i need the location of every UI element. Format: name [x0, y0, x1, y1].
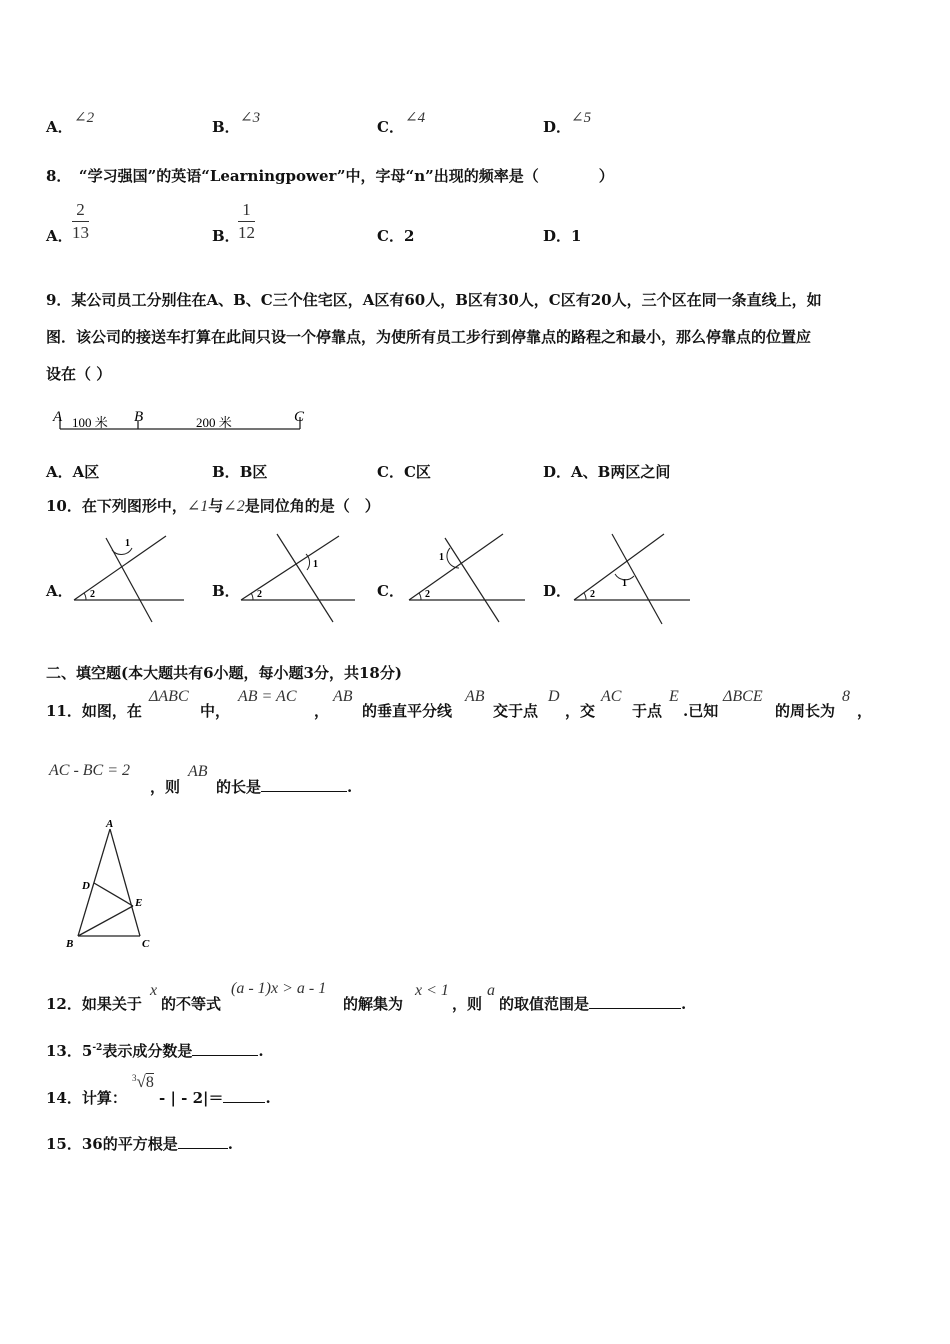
q12-m3: x < 1	[415, 982, 449, 999]
q9-figure-point-a: A	[53, 409, 63, 425]
q12-t1: 12．如果关于	[46, 995, 142, 1013]
q11-t7: 于点	[632, 702, 663, 720]
q8-option-b-fraction	[238, 199, 255, 244]
q14-t2: - | - 2|＝	[159, 1089, 224, 1107]
q13-t3: .	[258, 1042, 264, 1060]
q8-option-a-label: A．	[46, 227, 73, 245]
q15-line	[46, 1133, 233, 1154]
q7-option-d-value: ∠5	[571, 110, 592, 126]
q10-b-arc2	[251, 593, 253, 600]
q9-stem-line1: 9．某公司员工分别住在A、B、C三个住宅区，A区有60人，B区有30人，C区有20人，三个区在同一条直线上，如	[46, 291, 822, 309]
q9-option-b	[212, 461, 267, 482]
q9-figure-distance-bc: 200 米	[196, 415, 232, 430]
q10-option-b-label: B．	[212, 582, 240, 600]
q12-m2: (a - 1)x > a - 1	[231, 980, 327, 997]
q8-option-d-label: D．	[543, 227, 572, 245]
q8-option-b-denominator: 12	[238, 223, 255, 242]
q11-answer-blank[interactable]	[261, 777, 347, 792]
q11-t6: ，交	[565, 702, 596, 720]
q12-m4: a	[487, 982, 495, 999]
q10-figure-b	[235, 530, 360, 625]
q7-option-c-label: C．	[377, 118, 404, 136]
q13-answer-blank[interactable]	[192, 1041, 258, 1056]
q9-option-b-value: B区	[239, 463, 268, 481]
q8-option-d-value: 1	[571, 227, 582, 245]
q10-figure-a	[68, 530, 188, 625]
q9-option-a-value: A区	[72, 463, 100, 481]
q11-m5: D	[548, 688, 560, 705]
q9-option-c-label: C．	[377, 463, 404, 481]
q9-figure-number-line	[46, 405, 316, 437]
q10-d-arc2	[584, 593, 586, 600]
q11-t10: ，	[857, 702, 873, 720]
q10-figure-d	[568, 530, 693, 625]
q10-option-a-label: A．	[46, 582, 73, 600]
q9-option-d	[543, 461, 670, 482]
q10-option-c-label: C．	[377, 582, 404, 600]
q11-m2: AB = AC	[238, 688, 297, 705]
q9-figure-point-b: B	[134, 409, 144, 425]
q15-t1: 15．36的平方根是	[46, 1135, 178, 1153]
q9-option-a	[46, 461, 99, 482]
q11-m1: ΔABC	[149, 688, 189, 705]
q11-t5: 交于点	[493, 702, 539, 720]
q10-figure-c	[403, 530, 528, 625]
q8-option-c-label: C．	[377, 227, 404, 245]
q14-answer-line	[159, 1087, 271, 1108]
q11-t8: .已知	[683, 702, 719, 720]
q11-point-e: E	[135, 897, 143, 909]
q11-figure-triangle	[60, 815, 160, 955]
q7-option-c-value: ∠4	[405, 110, 426, 126]
q14-root-index: 3	[132, 1073, 137, 1083]
q9-option-c-value: C区	[403, 463, 431, 481]
q7-option-a-value: ∠2	[74, 110, 95, 126]
q10-c-line-transversal	[445, 538, 499, 622]
section2-title: 二、填空题(本大题共有6小题，每小题3分，共18分)	[46, 664, 402, 682]
q7-option-b-label: B．	[212, 118, 240, 136]
q7-option-d-label: D．	[543, 118, 572, 136]
q12-answer-blank[interactable]	[589, 994, 681, 1009]
q11-t2: 中，	[200, 702, 231, 720]
q12-t5: 的取值范围是	[499, 995, 590, 1013]
q14-answer-blank[interactable]	[223, 1088, 265, 1103]
q8-stem: 8． “学习强国”的英语“Learningpower”中，字母“n”出现的频率是（ ）	[46, 167, 614, 185]
q14-t3: .	[265, 1089, 271, 1107]
q11-m7: E	[669, 688, 679, 705]
q9-option-c	[377, 461, 431, 482]
q10-c-line-slant	[409, 534, 503, 600]
q13-t1: 13．5	[46, 1042, 93, 1060]
q12-answer-line	[499, 993, 686, 1014]
q10-a-label1: 1	[125, 538, 130, 549]
q9-figure-distance-ab: 100 米	[72, 415, 108, 430]
q8-option-a-denominator: 13	[72, 223, 89, 242]
q10-angle2: ∠2	[223, 498, 245, 515]
q11-m11: AB	[188, 763, 208, 780]
q11-m9: 8	[842, 688, 850, 705]
q11-m8: ΔBCE	[723, 688, 763, 705]
q11-t3: ，	[314, 702, 330, 720]
q9-option-b-label: B．	[212, 463, 240, 481]
q11-t11: ，则	[150, 778, 181, 796]
q11-m6: AC	[601, 688, 622, 705]
q10-stem	[46, 495, 380, 516]
q7-option-a-label: A．	[46, 118, 73, 136]
q11-t1: 11．如图，在	[46, 702, 142, 720]
q9-option-d-value: A、B两区之间	[571, 463, 671, 481]
q15-answer-blank[interactable]	[178, 1134, 228, 1149]
q13-t2: 表示成分数是	[102, 1042, 193, 1060]
q10-d-line-slant	[574, 534, 664, 600]
q8-option-d	[543, 225, 581, 246]
q11-t4: 的垂直平分线	[362, 702, 453, 720]
q7-option-b-value: ∠3	[240, 110, 261, 126]
q11-point-c: C	[142, 938, 150, 950]
q14-radical-sign-icon: √	[136, 1072, 146, 1091]
q10-stem-b: 是同位角的是（ ）	[244, 497, 380, 515]
q9-stem-line2: 图．该公司的接送车打算在此间只设一个停靠点，为使所有员工步行到停靠点的路程之和最小，那么停靠点的位置应	[46, 328, 812, 346]
q11-t9: 的周长为	[775, 702, 836, 720]
q10-d-label1: 1	[622, 578, 627, 589]
q14-cube-root	[132, 1072, 154, 1092]
q14-t1: 14．计算：	[46, 1089, 127, 1107]
q12-t6: .	[681, 995, 687, 1013]
q10-a-label2: 2	[90, 589, 95, 600]
q10-b-arc1	[306, 554, 310, 570]
q8-option-a-fraction	[72, 199, 89, 244]
q10-option-d-label: D．	[543, 582, 572, 600]
q9-figure-point-c: C	[294, 409, 305, 425]
q10-b-line-slant	[241, 536, 339, 600]
q12-m1: x	[150, 982, 158, 999]
q10-d-label2: 2	[590, 589, 595, 600]
q11-segment-de	[94, 883, 133, 906]
q10-angle1: ∠1	[186, 498, 209, 515]
q10-a-line-slant	[74, 536, 166, 600]
q13-exponent: -2	[92, 1043, 103, 1053]
q10-a-arc2	[84, 593, 86, 600]
q11-m3: AB	[333, 688, 353, 705]
q8-option-c	[377, 225, 414, 246]
q11-t13: .	[347, 778, 353, 796]
q11-t12: 的长是	[216, 778, 262, 796]
q12-t2: 的不等式	[161, 995, 222, 1013]
q9-option-a-label: A．	[46, 463, 73, 481]
q10-d-line-transversal	[612, 534, 662, 624]
q13-line	[46, 1040, 264, 1061]
q8-option-b-numerator: 1	[238, 199, 255, 222]
q9-stem-line3: 设在（ ）	[46, 365, 112, 383]
q11-m4: AB	[465, 688, 485, 705]
q10-b-label2: 2	[257, 589, 262, 600]
q11-point-b: B	[66, 938, 74, 950]
q10-c-arc2	[419, 593, 421, 600]
q10-connector: 与	[208, 497, 224, 515]
q8-option-c-value: 2	[403, 227, 415, 245]
q11-point-d: D	[82, 880, 90, 892]
q10-b-label1: 1	[313, 559, 318, 570]
q12-t4: ，则	[452, 995, 483, 1013]
q11-point-a: A	[106, 818, 114, 830]
q10-b-line-transversal	[277, 534, 333, 622]
q9-option-d-label: D．	[543, 463, 572, 481]
q12-t3: 的解集为	[343, 995, 404, 1013]
q10-stem-a: 10．在下列图形中，	[46, 497, 187, 515]
q11-m10: AC - BC = 2	[49, 762, 131, 779]
q8-option-a-numerator: 2	[72, 199, 89, 222]
q15-t2: .	[227, 1135, 233, 1153]
q14-radicand: 8	[145, 1074, 154, 1091]
q11-answer-line	[216, 776, 352, 797]
q10-c-label1: 1	[439, 552, 444, 563]
q10-c-label2: 2	[425, 589, 430, 600]
q11-side-ac	[110, 829, 143, 936]
q8-option-b-label: B．	[212, 227, 240, 245]
